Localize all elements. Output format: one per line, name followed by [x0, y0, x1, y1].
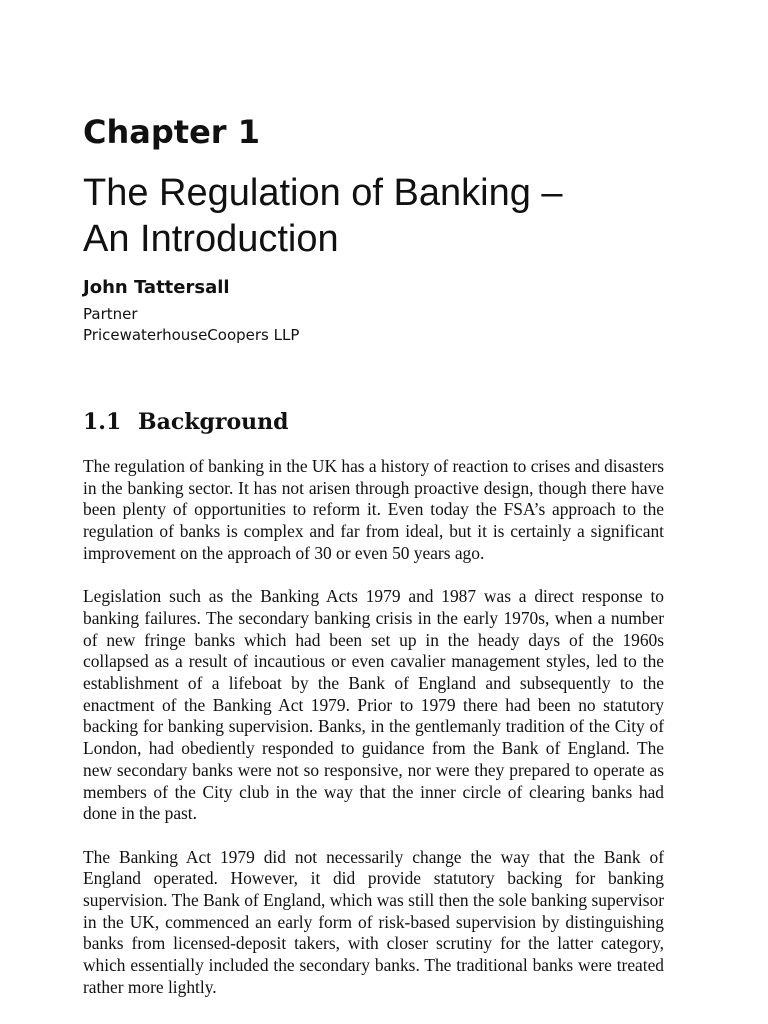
section-number: 1.1: [83, 409, 122, 435]
paragraph: Legislation such as the Banking Acts 1979 and 1987 was a direct response to banking failures. The secondary banking crisis in the early 1970s, when a number of new fringe banks which had been set up in the heady days of the 1960s collapsed as a result of incautious or even cavalier management styles, led to the establishment of a lifeboat by the Bank of England and subsequently to the enactment of the Banking Act 1979. Prior to 1979 there had been no statutory backing for banking supervision. Banks, in the gentlemanly tradition of the City of London, had obediently responded to guidance from the Bank of England. The new secondary banks were not so responsive, nor were they prepared to operate as members of the City club in the way that the inner circle of clearing banks had done in the past.: [83, 586, 664, 824]
author-role: Partner: [83, 305, 138, 323]
author-name: John Tattersall: [83, 277, 230, 298]
author-block: [83, 276, 299, 346]
body-text: [83, 456, 664, 1020]
paragraph: The regulation of banking in the UK has a history of reaction to crises and disasters in the banking sector. It has not arisen through proactive design, though there have been plenty of opportunities to reform it. Even today the FSA’s approach to the regulation of banks is complex and far from ideal, but it is certainly a significant improvement on the approach of 30 or even 50 years ago.: [83, 456, 664, 563]
chapter-title: [83, 170, 563, 262]
chapter-title-line-1: The Regulation of Banking –: [83, 172, 563, 214]
chapter-label: Chapter 1: [83, 113, 260, 151]
section-heading: [83, 406, 289, 438]
chapter-title-line-2: An Introduction: [83, 218, 339, 260]
section-title: Background: [138, 409, 289, 435]
author-organization: PricewaterhouseCoopers LLP: [83, 326, 300, 344]
paragraph: The Banking Act 1979 did not necessarily change the way that the Bank of England operated. However, it did provide statutory backing for banking supervision. The Bank of England, which was still then the sole banking supervisor in the UK, commenced an early form of risk-based supervision by distinguishing banks from licensed-deposit takers, with closer scrutiny for the latter category, which essentially included the secondary banks. The traditional banks were treated rather more lightly.: [83, 846, 664, 997]
